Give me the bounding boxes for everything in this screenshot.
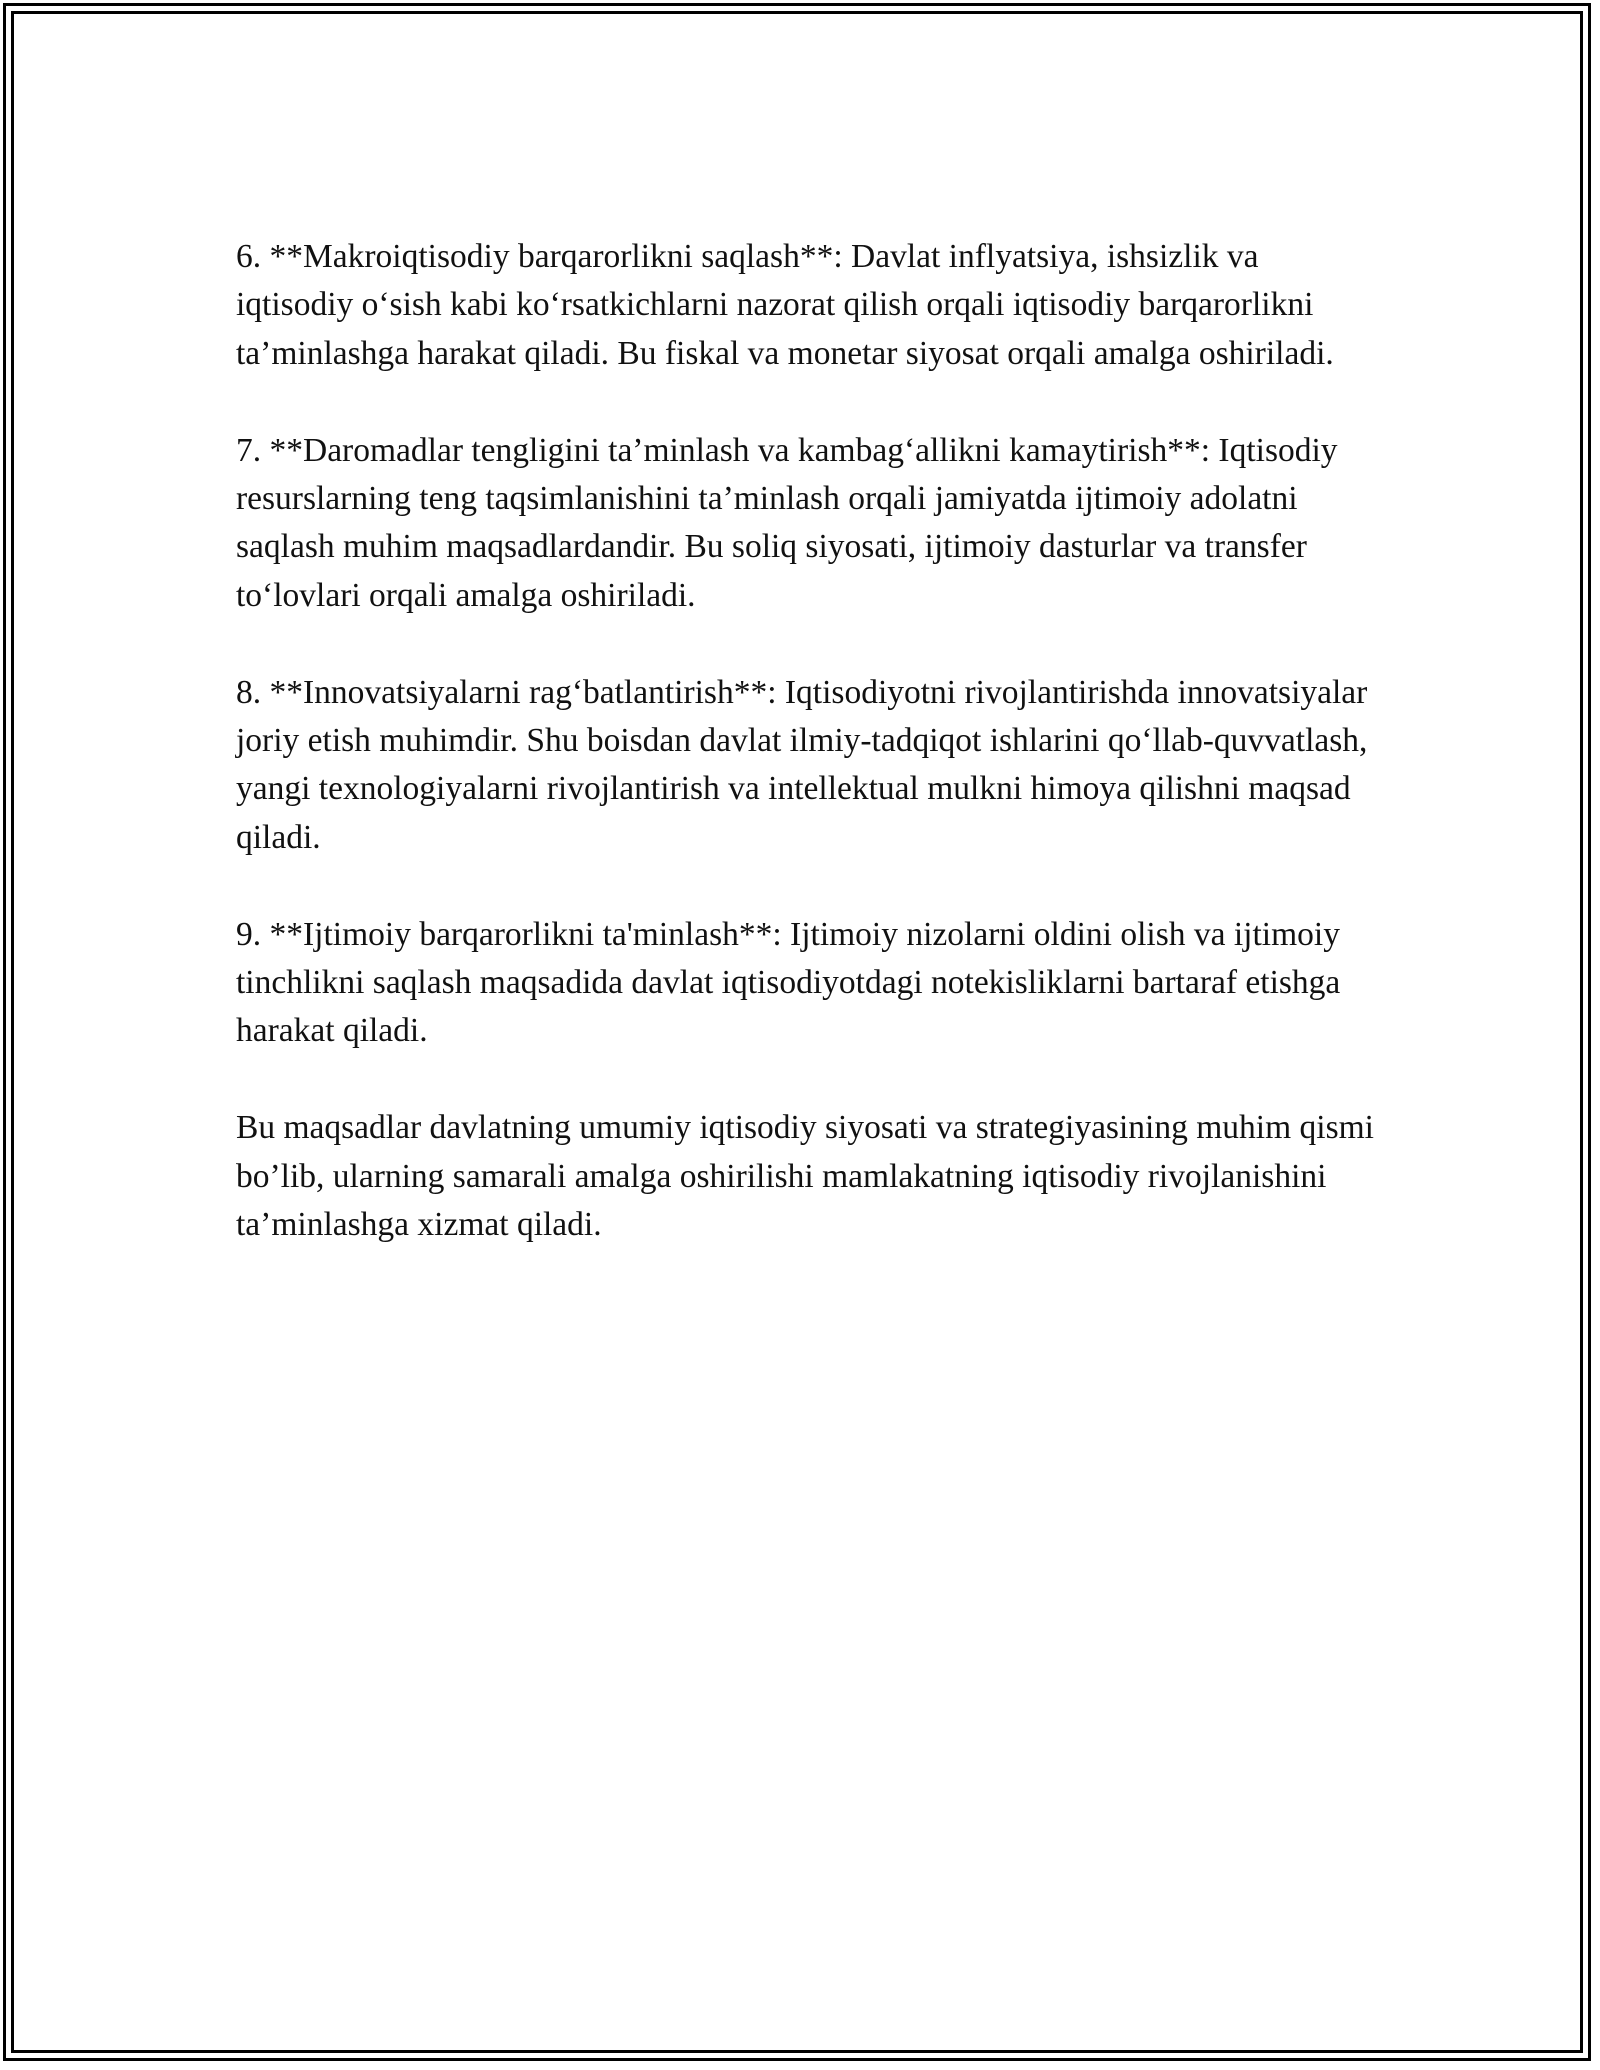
paragraph-item-6: 6. **Makroiqtisodiy barqarorlikni saqlash**: Davlat inflyatsiya, ishsizlik va iqtisodiy o‘sish kabi ko‘rsatkichlarni nazorat qilish orqali iqtisodiy barqarorlikni ta’minlashga harakat qiladi. Bu fiskal va monetar siyosat orqali amalga oshiriladi. — [236, 238, 1334, 372]
document-body — [236, 233, 1376, 1298]
paragraph-item-7: 7. **Daromadlar tengligini ta’minlash va kambag‘allikni kamaytirish**: Iqtisodiy resurslarning teng taqsimlanishini ta’minlash orqali jamiyatda ijtimoiy adolatni saqlash muhim maqsadlardandir. Bu soliq siyosati, ijtimoiy dasturlar va transfer to‘lovlari orqali amalga oshiriladi. — [236, 431, 1338, 614]
paragraph-item-8: 8. **Innovatsiyalarni rag‘batlantirish**: Iqtisodiyotni rivojlantirishda innovatsiyalar joriy etish muhimdir. Shu boisdan davlat ilmiy-tadqiqot ishlarini qo‘llab-quvvatlash, yangi texnologiyalarni rivojlantirish va intellektual mulkni himoya qilishni maqsad qiladi. — [236, 673, 1368, 856]
paragraph-conclusion: Bu maqsadlar davlatning umumiy iqtisodiy siyosati va strategiyasining muhim qismi bo’lib, ularning samarali amalga oshirilishi mamlakatning iqtisodiy rivojlanishini ta’minlashga xizmat qiladi. — [236, 1109, 1374, 1244]
paragraph-item-9: 9. **Ijtimoiy barqarorlikni ta'minlash**: Ijtimoiy nizolarni oldini olish va ijtimoiy tinchlikni saqlash maqsadida davlat iqtisodiyotdagi notekisliklarni bartaraf etishga harakat qiladi. — [236, 915, 1341, 1050]
